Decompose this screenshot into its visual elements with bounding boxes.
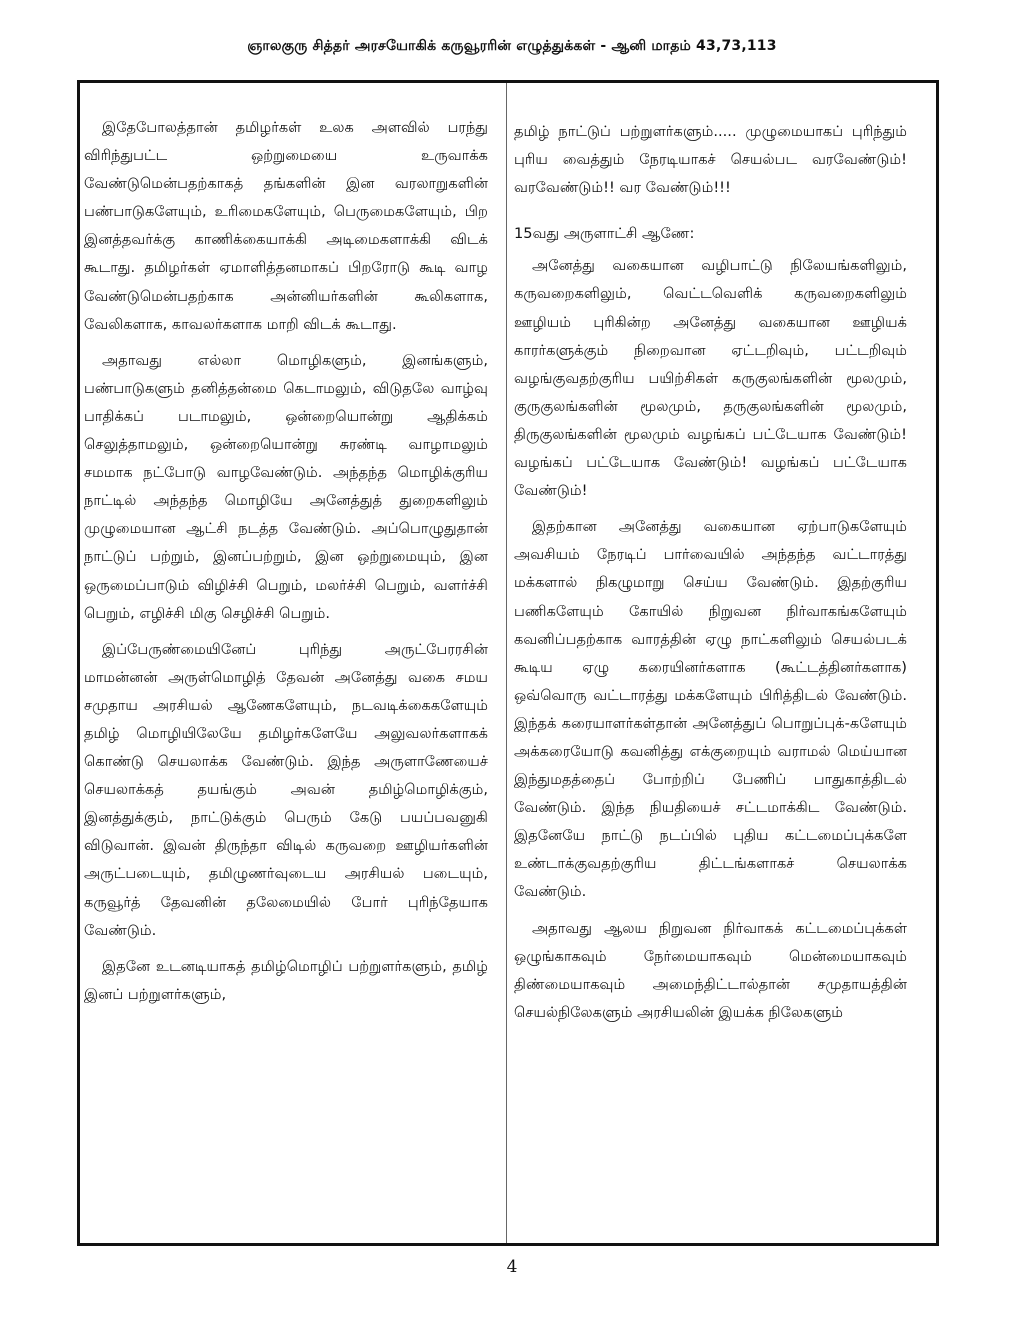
- column-divider: [506, 83, 507, 1243]
- running-header: ஞாலகுரு சித்தர் அரசயோகிக் கருவூரரின் எழுத்துக்கள் - ஆனி மாதம் 43,73,113: [247, 38, 777, 54]
- section-subheading: 15வது அருளாட்சி ஆணே:: [514, 225, 695, 243]
- paragraph: அதாவது ஆலய நிறுவன நிர்வாகக் கட்டமைப்புக்கள் ஒழுங்காகவும் நேர்மையாகவும் மென்மையாகவும் திண்மையாகவும் அமைந்திட்டால்தான் சமுதாயத்தின் செயல்நிலேகளும் அரசியலின் இயக்க நிலேகளும்: [514, 919, 907, 1021]
- paragraph: அனேத்து வகையான வழிபாட்டு நிலேயங்களிலும், கருவறைகளிலும், வெட்டவெளிக் கருவறைகளிலும் ஊழியம் புரிகின்ற அனேத்து வகையான ஊழியக் காரர்களுக்கும் நிறைவான ஏட்டறிவும், பட்டறிவும் வழங்குவதற்குரிய பயிற்சிகள் கருகுலங்களின் மூலமும், குருகுலங்களின் மூலமும், தருகுலங்களின் மூலமும், திருகுலங்களின் மூலமும் வழங்கப் பட்டேயாக வேண்டும்! வழங்கப் பட்டேயாக வேண்டும்! வழங்கப் பட்டேயாக வேண்டும்!: [514, 257, 907, 500]
- paragraph-continuation: தமிழ் நாட்டுப் பற்றுளர்களும்..... முழுமையாகப் புரிந்தும் புரிய வைத்தும் நேரடியாகச் செயல்பட வரவேண்டும்! வரவேண்டும்!! வர வேண்டும்!!!: [514, 123, 907, 197]
- paragraph: அதாவது எல்லா மொழிகளும், இனங்களும், பண்பாடுகளும் தனித்தன்மை கெடாமலும், விடுதலே வாழ்வு பாதிக்கப் படாமலும், ஒன்றையொன்று ஆதிக்கம் செலுத்தாமலும், ஒன்றையொன்று சுரண்டி வாழாமலும் சமமாக நட்போடு வாழவேண்டும். அந்தந்த மொழிக்குரிய நாட்டில் அந்தந்த மொழியே அனேத்துத் துறைகளிலும் முழுமையான ஆட்சி நடத்த வேண்டும். அப்பொழுதுதான் நாட்டுப் பற்றும், இனப்பற்றும், இன ஒற்றுமையும், இன ஒருமைப்பாடும் விழிச்சி பெறும், மலர்ச்சி பெறும், வளர்ச்சி பெறும், எழிச்சி மிகு செழிச்சி பெறும்.: [84, 351, 488, 622]
- paragraph: இதற்கான அனேத்து வகையான ஏற்பாடுகளேயும் அவசியம் நேரடிப் பார்வையில் அந்தந்த வட்டாரத்து மக்களால் நிகழுமாறு செய்ய வேண்டும். இதற்குரிய பணிகளேயும் கோயில் நிறுவன நிர்வாகங்களேயும் கவனிப்பதற்காக வாரத்தின் ஏழு நாட்களிலும் செயல்படக் கூடிய ஏழு கரையினர்களாக (கூட்டத்தினர்களாக) ஒவ்வொரு வட்டாரத்து மக்களேயும் பிரித்திடல் வேண்டும். இந்தக் கரையாளர்கள்தான் அனேத்துப் பொறுப்புக்-களேயும் அக்கரையோடு கவனித்து எக்குறையும் வராமல் மெய்யான இந்துமதத்தைப் போற்றிப் பேணிப் பாதுகாத்திடல் வேண்டும். இந்த நியதியைச் சட்டமாக்கிட வேண்டும். இதனேயே நாட்டு நடப்பில் புதிய கட்டமைப்புக்களே உண்டாக்குவதற்குரிய திட்டங்களாகச் செயலாக்க வேண்டும்.: [514, 518, 907, 901]
- paragraph: இப்பேருண்மையினேப் புரிந்து அருட்பேரரசின் மாமன்னன் அருள்மொழித் தேவன் அனேத்து வகை சமய சமுதாய அரசியல் ஆணேகளேயும், நடவடிக்கைகளேயும் தமிழ் மொழியிலேயே தமிழர்களேயே அலுவலர்களாகக் கொண்டு செயலாக்க வேண்டும். இந்த அருளாணேயைச் செயலாக்கத் தயங்கும் அவன் தமிழ்மொழிக்கும், இனத்துக்கும், நாட்டுக்கும் பெரும் கேடு பயப்பவனுகி விடுவான். இவன் திருந்தா விடில் கருவறை ஊழியர்களின் அருட்படையும், தமிழுணர்வுடைய அரசியல் படையும், கருவூர்த் தேவனின் தலேமையில் போர் புரிந்தேயாக வேண்டும்.: [84, 640, 488, 939]
- right-column: [514, 118, 907, 1035]
- left-column: [84, 114, 488, 1017]
- page-number: 4: [506, 1257, 518, 1277]
- paragraph: இதனே உடனடியாகத் தமிழ்மொழிப் பற்றுளர்களும், தமிழ் இனப் பற்றுளர்களும்,: [84, 957, 488, 1003]
- paragraph: இதேபோலத்தான் தமிழர்கள் உலக அளவில் பரந்து விரிந்துபட்ட ஒற்றுமையை உருவாக்க வேண்டுமென்பதற்காகத் தங்களின் இன வரலாறுகளின் பண்பாடுகளேயும், உரிமைகளேயும், பெருமைகளேயும், பிற இனத்தவர்க்கு காணிக்கையாக்கி அடிமைகளாக்கி விடக் கூடாது. தமிழர்கள் ஏமாளித்தனமாகப் பிறரோடு கூடி வாழ வேண்டுமென்பதற்காக அன்னியர்களின் கூலிகளாக, வேலிகளாக, காவலர்களாக மாறி விடக் கூடாது.: [84, 119, 488, 333]
